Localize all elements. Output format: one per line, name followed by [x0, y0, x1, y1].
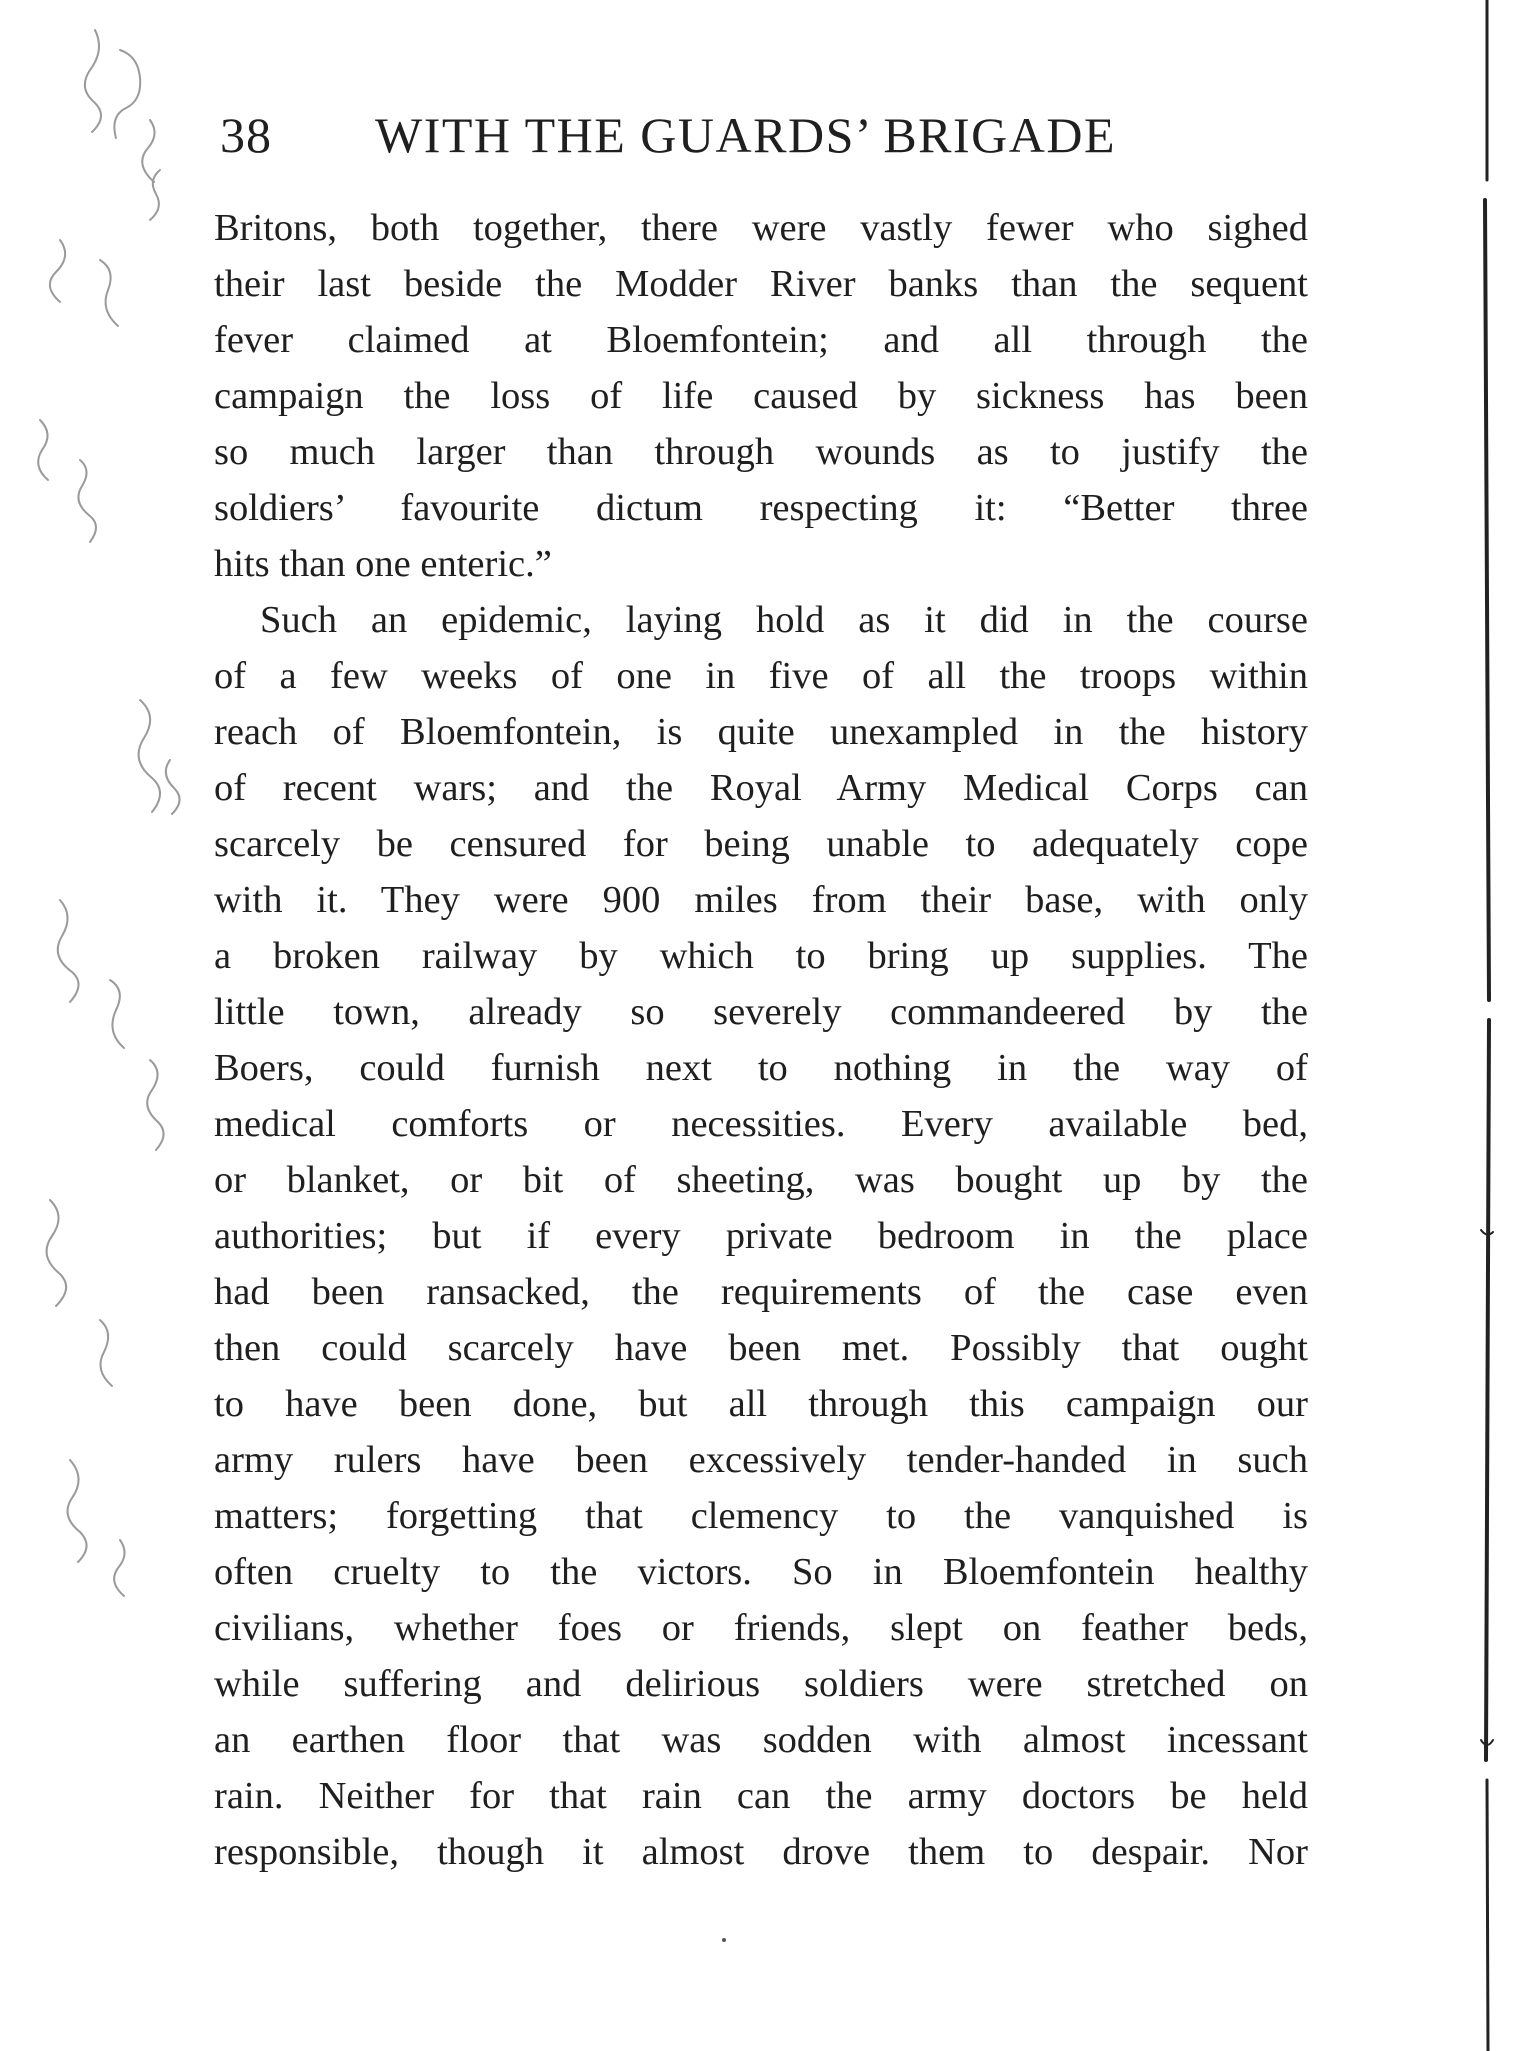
- text-line: Britons, both together, there were vastly fewer who sighed: [214, 207, 1308, 249]
- text-line: so much larger than through wounds as to justify the: [214, 431, 1308, 473]
- text-line: to have been done, but all through this campaign our: [214, 1383, 1308, 1425]
- pencil-marginalia: [0, 0, 220, 1700]
- text-line: little town, already so severely commandeered by the: [214, 991, 1308, 1033]
- page-number: 38: [220, 107, 272, 163]
- text-line: reach of Bloemfontein, is quite unexampled in the history: [214, 711, 1308, 753]
- page-header: [220, 100, 1320, 170]
- text-line: hits than one enteric.”: [214, 543, 552, 585]
- text-line: responsible, though it almost drove them to despair. Nor: [214, 1831, 1308, 1873]
- text-line: an earthen floor that was sodden with almost incessant: [214, 1719, 1308, 1761]
- text-line: of a few weeks of one in five of all the troops within: [214, 655, 1308, 697]
- text-line: then could scarcely have been met. Possibly that ought: [214, 1327, 1308, 1369]
- text-line: or blanket, or bit of sheeting, was bought up by the: [214, 1159, 1308, 1201]
- text-line: medical comforts or necessities. Every available bed,: [214, 1103, 1308, 1145]
- text-line: while suffering and delirious soldiers were stretched on: [214, 1663, 1308, 1705]
- binding-edge: [1473, 0, 1513, 2051]
- text-line: army rulers have been excessively tender-handed in such: [214, 1439, 1308, 1481]
- text-line: matters; forgetting that clemency to the vanquished is: [214, 1495, 1308, 1537]
- text-line: civilians, whether foes or friends, slept on feather beds,: [214, 1607, 1308, 1649]
- text-line: had been ransacked, the requirements of the case even: [214, 1271, 1308, 1313]
- text-line: rain. Neither for that rain can the army doctors be held: [214, 1775, 1308, 1817]
- text-line: with it. They were 900 miles from their base, with only: [214, 879, 1308, 921]
- text-line: fever claimed at Bloemfontein; and all through the: [214, 319, 1308, 361]
- paper-speck: [722, 1938, 726, 1942]
- text-line: often cruelty to the victors. So in Bloemfontein healthy: [214, 1551, 1308, 1593]
- text-line: campaign the loss of life caused by sickness has been: [214, 375, 1308, 417]
- text-line: authorities; but if every private bedroom in the place: [214, 1215, 1308, 1257]
- text-line: soldiers’ favourite dictum respecting it: “Better three: [214, 487, 1308, 529]
- text-line: Such an epidemic, laying hold as it did in the course: [260, 599, 1308, 641]
- running-title: WITH THE GUARDS’ BRIGADE: [375, 107, 1117, 163]
- text-line: Boers, could furnish next to nothing in the way of: [214, 1047, 1308, 1089]
- text-line: scarcely be censured for being unable to adequately cope: [214, 823, 1308, 865]
- text-line: a broken railway by which to bring up supplies. The: [214, 935, 1308, 977]
- body-text: [214, 200, 1308, 1880]
- text-line: of recent wars; and the Royal Army Medical Corps can: [214, 767, 1308, 809]
- text-line: their last beside the Modder River banks than the sequent: [214, 263, 1308, 305]
